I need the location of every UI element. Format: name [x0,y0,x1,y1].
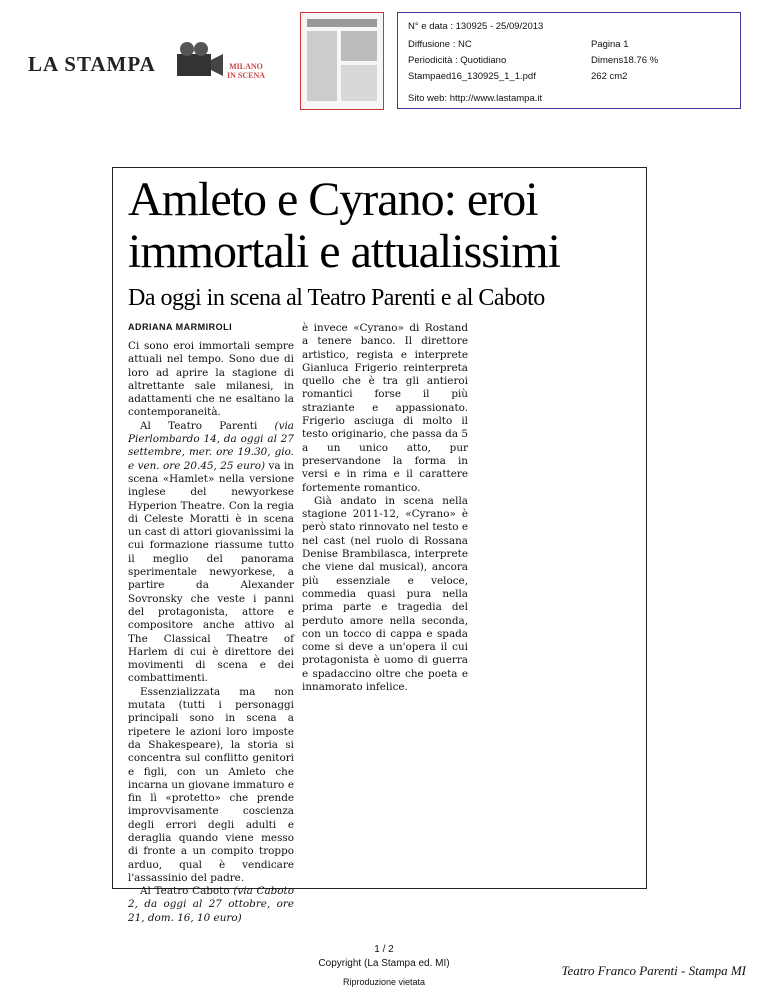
press-info-box [397,12,741,109]
byline: ADRIANA MARMIROLI [128,322,233,332]
page-thumbnail [300,12,384,110]
info-diffusione: Diffusione : NC [408,39,472,50]
client-note: Teatro Franco Parenti - Stampa MI [561,963,746,978]
text: Al Teatro Parenti [140,419,275,432]
text: Al Teatro Caboto [140,885,234,898]
info-pagina: Pagina 1 [591,39,629,50]
paragraph: Ci sono eroi immortali sempre attuali nel tempo. Sono due di loro ad aprire la stagione di altrettante sale milanesi, in adattamenti che ne esaltano la contemporaneità. [128,340,294,419]
paragraph: è invece «Cyrano» di Rostand a tenere banco. Il direttore artistico, regista e interprete Gianluca Frigerio reinterpreta quello che è tra gli antieroi romantici forse il più straziante e appassionato. Frigerio asciuga di molto il testo originario, che passa da 5 a un unico atto, pur preservandone la forma in versi e in rima e il carattere fortemente romantico. [302,322,468,494]
info-file: Stampaed16_130925_1_1.pdf [408,71,536,82]
text: va in scena «Hamlet» nella versione inglese del newyorkese Hyperion Theatre. Con la regia di Celeste Moratti è in scena un cast di attori giovanissimi la cui formazione riassume tutto il meglio del panorama sperimentale newyorkese, a partire da Alexander Sovronsky che veste i panni del protagonista, attore e compositore anche attivo al The Classical Theatre of Harlem di cui è direttore dei movimenti di scena e dei combattimenti. [128,459,294,685]
copyright: Copyright (La Stampa ed. MI) [318,958,450,969]
masthead: LA STAMPA [28,52,156,76]
info-periodicita: Periodicità : Quotidiano [408,55,507,66]
paragraph [128,885,294,925]
article-column-1 [128,340,294,925]
info-numero-data: N° e data : 130925 - 25/09/2013 [408,21,544,32]
article-column-2 [302,322,468,694]
venue-details: (via Caboto 2, da oggi al 27 ottobre, ore 21, dom. 16, 10 euro) [128,885,294,924]
milano-in-scena-logo: MILANO IN SCENA [226,62,265,80]
venue-details: (via Pierlombardo 14, da oggi al 27 settembre, mer. ore 19.30, gio. e ven. ore 20.45, 25 euro) [128,419,294,472]
paragraph: Già andato in scena nella stagione 2011-12, «Cyrano» è però stato rinnovato nel testo e nel cast (nel ruolo di Rossana Denise Brambilasca, interprete che viene dal musical), ancora più essenziale e veloce, commedia quasi pura nella prima parte e tragedia del perduto amore nella seconda, con un tocco di cappa e spada come si deve a un'opera il cui protagonista è uomo di guerra e spadaccino oltre che poeta e innamorato infelice. [302,494,468,694]
paragraph [128,420,294,686]
info-dimens: Dimens18.76 % [591,55,659,66]
reproduction-notice: Riproduzione vietata [342,977,426,987]
page-number: 1 / 2 [374,944,394,955]
info-sito: Sito web: http://www.lastampa.it [408,93,543,104]
subhead: Da oggi in scena al Teatro Parenti e al Caboto [128,285,545,311]
headline: Amleto e Cyrano: eroi immortali e attualissimi [128,173,560,278]
paragraph: Essenzializzata ma non mutata (tutti i personaggi principali sono in scena a ripetere le azioni loro imposte da Shakespeare), la storia si concentra sul conflitto genitori e figli, con un Amleto che incarna un giovane immaturo e fin lì «protetto» che prende improvvisamente coscienza degli errori degli adulti e deraglia quando viene messo di fronte a un compito troppo arduo, qual è vendicare l'assassinio del padre. [128,685,294,884]
info-area: 262 cm2 [591,71,628,82]
